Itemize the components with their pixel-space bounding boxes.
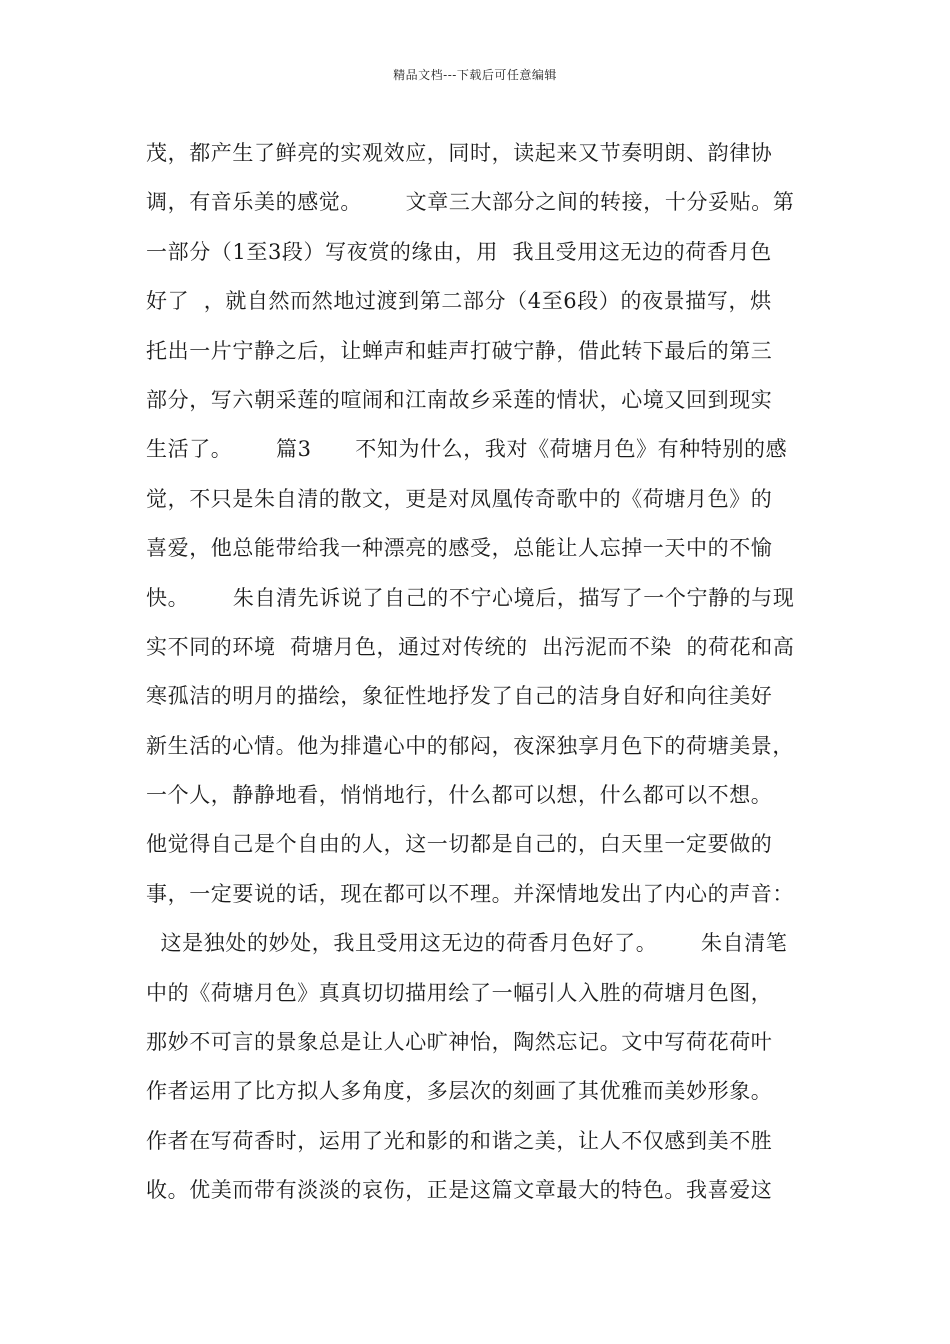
text-line: 他觉得自己是个自由的人，这一切都是自己的，白天里一定要做的 [146,832,773,857]
text-line: 调，有音乐美的感觉。 文章三大部分之间的转接，十分妥贴。第 [146,190,795,215]
text-line: 这是独处的妙处，我且受用这无边的荷香月色好了。 朱自清笔 [146,931,788,956]
text-line: 部分，写六朝采莲的喧闹和江南故乡采莲的情状，心境又回到现实 [146,387,773,412]
text-line: 托出一片宁静之后，让蝉声和蛙声打破宁静，借此转下最后的第三 [146,338,773,363]
text-line: 那妙不可言的景象总是让人心旷神怡，陶然忘记。文中写荷花荷叶 [146,1030,773,1055]
text-line: 喜爱，他总能带给我一种漂亮的感受，总能让人忘掉一天中的不愉 [146,536,773,561]
text-line: 寒孤洁的明月的描绘，象征性地抒发了自己的洁身自好和向往美好 [146,684,773,709]
text-line: 收。优美而带有淡淡的哀伤，正是这篇文章最大的特色。我喜爱这 [146,1178,773,1203]
page-header: 精品文档---下载后可任意编辑 [393,68,557,82]
text-line: 作者运用了比方拟人多角度，多层次的刻画了其优雅而美妙形象。 [146,1079,773,1104]
text-line: 快。 朱自清先诉说了自己的不宁心境后，描写了一个宁静的与现 [146,585,795,610]
text-line: 茂，都产生了鲜亮的实观效应，同时，读起来又节奏明朗、韵律协 [146,141,773,165]
text-line: 事，一定要说的话，现在都可以不理。并深情地发出了内心的声音： [146,881,794,906]
body-text [146,129,826,1216]
text-line: 实不同的环境 荷塘月色，通过对传统的 出污泥而不染 的荷花和高 [146,634,795,659]
text-line: 好了 ，就自然而然地过渡到第二部分（4至6段）的夜景描写，烘 [146,289,772,314]
text-line: 新生活的心情。他为排遣心中的郁闷，夜深独享月色下的荷塘美景， [146,733,794,758]
text-line: 生活了。 篇3 不知为什么，我对《荷塘月色》有种特别的感 [146,437,788,462]
text-line: 中的《荷塘月色》真真切切描用绘了一幅引人入胜的荷塘月色图， [146,980,773,1005]
text-line: 一个人，静静地看，悄悄地行，什么都可以想，什么都可以不想。 [146,783,773,808]
text-line: 作者在写荷香时，运用了光和影的和谐之美，让人不仅感到美不胜 [146,1128,773,1153]
text-line: 一部分（1至3段）写夜赏的缘由，用 我且受用这无边的荷香月色 [146,239,772,264]
text-line: 觉，不只是朱自清的散文，更是对凤凰传奇歌中的《荷塘月色》的 [146,486,773,511]
